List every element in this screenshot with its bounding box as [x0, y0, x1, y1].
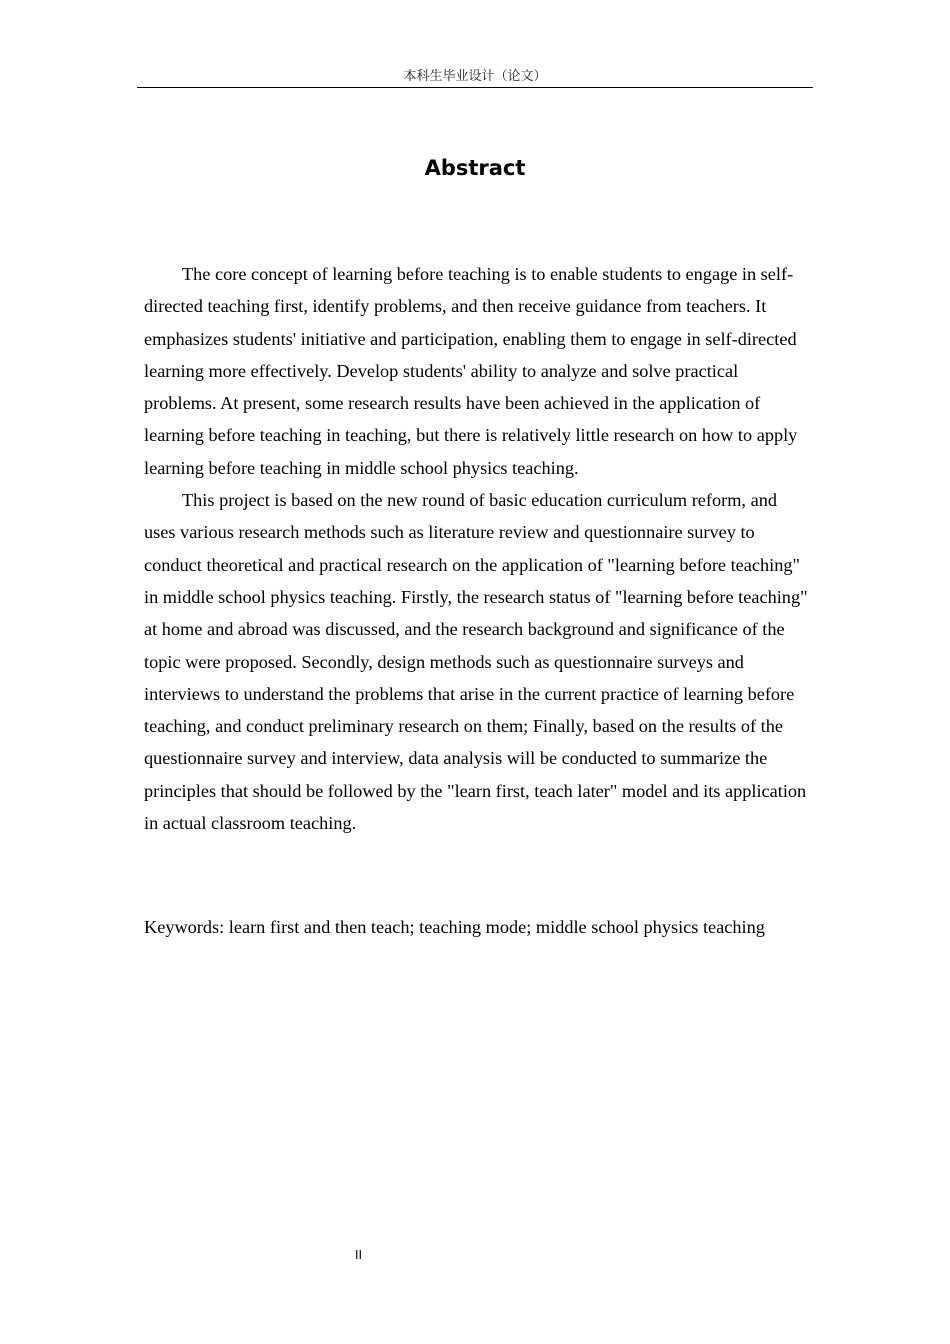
page-number: II: [355, 1248, 363, 1262]
keywords-line: Keywords: learn first and then teach; teaching mode; middle school physics teaching: [144, 917, 765, 937]
running-header: 本科生毕业设计（论文）: [403, 69, 547, 84]
header-divider: [137, 87, 813, 88]
abstract-body: [144, 258, 811, 839]
abstract-title: Abstract: [424, 156, 526, 180]
abstract-paragraph-1: The core concept of learning before teaching is to enable students to engage in self-directed teaching first, identify problems, and then receive guidance from teachers. It emphasizes students' initiative and participation, enabling them to engage in self-directed learning more effectively. Develop students' ability to analyze and solve practical problems. At present, some research results have been achieved in the application of learning before teaching in teaching, but there is relatively little research on how to apply learning before teaching in middle school physics teaching.: [144, 264, 798, 478]
abstract-paragraph-2: This project is based on the new round of basic education curriculum reform, and uses various research methods such as literature review and questionnaire survey to conduct theoretical and practical research on the application of "learning before teaching" in middle school physics teaching. Firstly, the research status of "learning before teaching" at home and abroad was discussed, and the research background and significance of the topic were proposed. Secondly, design methods such as questionnaire surveys and interviews to understand the problems that arise in the current practice of learning before teaching, and conduct preliminary research on them; Finally, based on the results of the questionnaire survey and interview, data analysis will be conducted to summarize the principles that should be followed by the "learn first, teach later" model and its application in actual classroom teaching.: [144, 490, 808, 834]
